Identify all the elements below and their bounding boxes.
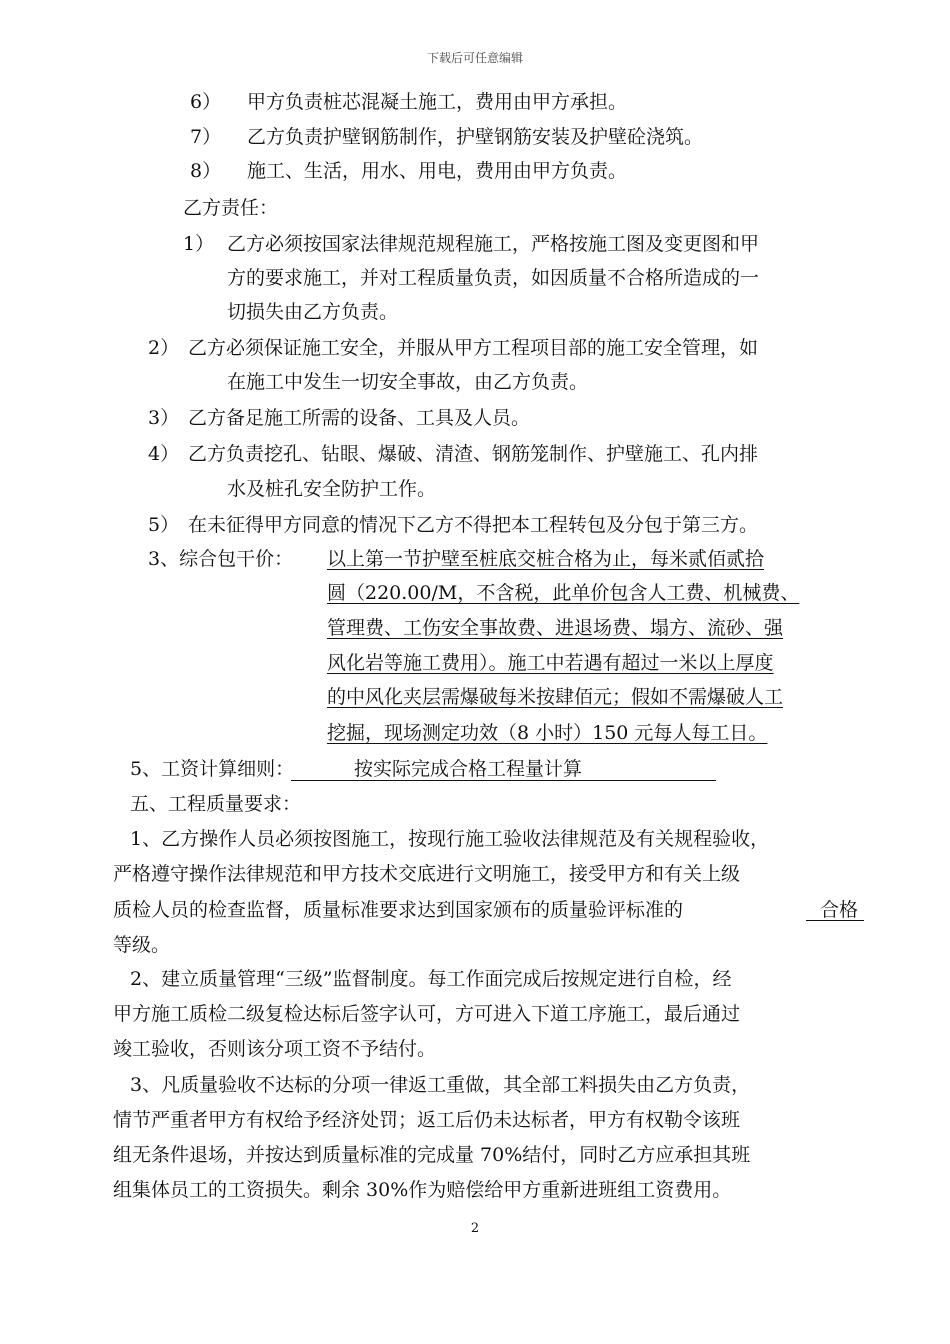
- item-line: 乙方负责挖孔、钻眼、爆破、清渣、钢筋笼制作、护壁施工、孔内排: [188, 443, 759, 465]
- item-line: 在施工中发生一切安全事故，由乙方负责。: [227, 371, 589, 393]
- paragraph-line: 等级。: [113, 934, 171, 956]
- paragraph-line: 3、凡质量验收不达标的分项一律返工重做，其全部工料损失由乙方负责，: [130, 1074, 751, 1096]
- paragraph-line: 1、乙方操作人员必须按图施工，按现行施工验收法律规范及有关规程验收，: [130, 828, 770, 850]
- item-num: 4）: [148, 443, 180, 465]
- item-num: 3）: [148, 407, 180, 429]
- price-line: 管理费、工伤安全事故费、进退场费、塌方、流砂、强: [327, 617, 784, 639]
- paragraph-line: 甲方施工质检二级复检达标后签字认可，方可进入下道工序施工，最后通过: [113, 1003, 741, 1025]
- paragraph-line: 严格遵守操作法律规范和甲方技术交底进行文明施工，接受甲方和有关上级: [113, 863, 741, 885]
- item-num: 5）: [148, 514, 180, 536]
- paragraph-line: 竣工验收，否则该分项工资不予结付。: [113, 1038, 437, 1060]
- item-text: 甲方负责桩芯混凝土施工，费用由甲方承担。: [247, 91, 628, 113]
- item-text: 乙方备足施工所需的设备、工具及人员。: [188, 407, 531, 429]
- page-header: 下载后可任意编辑: [426, 51, 523, 65]
- item-num: 8）: [190, 160, 222, 182]
- paragraph-line: 质检人员的检查监督，质量标准要求达到国家颁布的质量验评标准的: [113, 899, 684, 921]
- wage-value: 按实际完成合格工程量计算: [354, 758, 583, 780]
- price-label: 3、综合包干价：: [148, 548, 294, 570]
- section-heading: 五、工程质量要求：: [130, 793, 302, 815]
- price-line: 以上第一节护壁至桩底交桩合格为止，每米贰佰贰拾: [327, 548, 765, 570]
- item-line: 乙方必须保证施工安全，并服从甲方工程项目部的施工安全管理，如: [188, 337, 759, 359]
- item-text: 在未征得甲方同意的情况下乙方不得把本工程转包及分包于第三方。: [188, 514, 759, 536]
- paragraph-line: 组集体员工的工资损失。剩余 30%作为赔偿给甲方重新进班组工资费用。: [113, 1179, 732, 1201]
- item-num: 1）: [183, 233, 215, 255]
- wage-label: 5、工资计算细则：: [130, 758, 295, 780]
- page-number: 2: [470, 1221, 480, 1236]
- paragraph-line: 2、建立质量管理“三级”监督制度。每工作面完成后按规定进行自检，经: [130, 968, 732, 990]
- price-line: 圆（220.00/M，不含税，此单价包含人工费、机械费、: [327, 582, 800, 604]
- item-text: 乙方负责护壁钢筋制作，护壁钢筋安装及护壁砼浇筑。: [247, 126, 704, 148]
- price-line: 风化岩等施工费用）。施工中若遇有超过一米以上厚度: [327, 652, 774, 674]
- paragraph-line: 组无条件退场，并按达到质量标准的完成量 70%结付，同时乙方应承担其班: [113, 1144, 751, 1166]
- paragraph-line: 情节严重者甲方有权给予经济处罚；返工后仍未达标者，甲方有权勒令该班: [113, 1109, 741, 1131]
- item-num: 7）: [190, 126, 222, 148]
- price-line: 的中风化夹层需爆破每米按肆佰元；假如不需爆破人工: [327, 686, 784, 708]
- item-line: 乙方必须按国家法律规范规程施工，严格按施工图及变更图和甲: [227, 233, 760, 255]
- price-line: 挖掘，现场测定功效（8 小时）150 元每人每工日。: [327, 722, 768, 744]
- section-heading: 乙方责任：: [183, 197, 279, 219]
- item-line: 方的要求施工，并对工程质量负责，如因质量不合格所造成的一: [227, 267, 760, 289]
- item-text: 施工、生活，用水、用电，费用由甲方负责。: [247, 160, 628, 182]
- grade-value: 合格: [820, 899, 859, 921]
- item-line: 切损失由乙方负责。: [227, 301, 399, 323]
- item-num: 6）: [190, 91, 222, 113]
- item-line: 水及桩孔安全防护工作。: [227, 478, 437, 500]
- item-num: 2）: [148, 337, 180, 359]
